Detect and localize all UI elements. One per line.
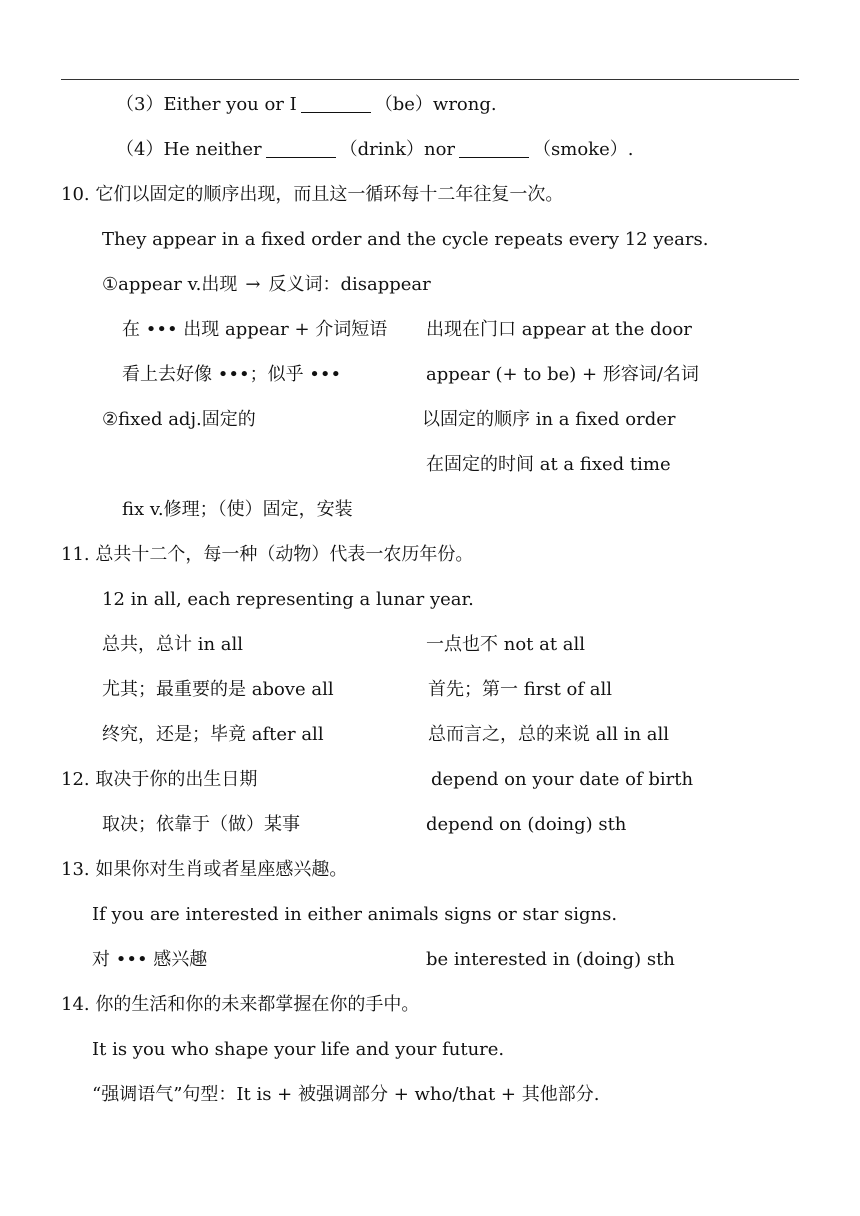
- appear-definition: ①appear v.出现: [102, 274, 238, 295]
- phrase-in-all: 总共，总计 in all: [102, 634, 244, 655]
- item-13-title: 13. 如果你对生肖或者星座感兴趣。: [61, 859, 348, 880]
- fixed-time: 在固定的时间 at a fixed time: [426, 454, 671, 475]
- right-arrow-icon: →: [245, 274, 261, 295]
- appear-at-the-door: 出现在门口 appear at the door: [426, 319, 692, 340]
- item-12-english: depend on your date of birth: [431, 769, 694, 790]
- item-13-english: If you are interested in either animals signs or star signs.: [92, 904, 618, 925]
- item-10-appear-line: [102, 273, 431, 297]
- answer-blank: [459, 139, 529, 158]
- item-12-title: 12. 取决于你的出生日期: [61, 769, 258, 790]
- fixed-definition: ②fixed adj.固定的: [102, 409, 256, 430]
- item-10-title: 10. 它们以固定的顺序出现，而且这一循环每十二年往复一次。: [61, 184, 564, 205]
- depend-english: depend on (doing) sth: [426, 814, 627, 835]
- emphatic-pattern: “强调语气”句型：It is + 被强调部分 + who/that + 其他部分.: [92, 1084, 600, 1105]
- interested-chinese: 对 ••• 感兴趣: [92, 949, 208, 970]
- sentence-3-end: （be）wrong.: [374, 94, 497, 115]
- fix-definition: fix v.修理；（使）固定，安装: [122, 499, 353, 520]
- header-rule: [61, 79, 799, 80]
- sentence-4: [116, 138, 633, 162]
- appear-prep-phrase: 在 ••• 出现 appear + 介词短语: [122, 319, 388, 340]
- answer-blank: [266, 139, 336, 158]
- item-14-title: 14. 你的生活和你的未来都掌握在你的手中。: [61, 994, 420, 1015]
- sentence-4-start: （4）He neither: [116, 139, 262, 160]
- phrase-not-at-all: 一点也不 not at all: [426, 634, 586, 655]
- sentence-4-middle: （drink）nor: [339, 139, 456, 160]
- sentence-4-end: （smoke）.: [533, 139, 634, 160]
- phrase-all-in-all: 总而言之，总的来说 all in all: [428, 724, 670, 745]
- answer-blank: [301, 94, 371, 113]
- sentence-3-start: （3）Either you or I: [116, 94, 297, 115]
- seem-english: appear (+ to be) + 形容词/名词: [426, 364, 699, 385]
- phrase-after-all: 终究，还是；毕竟 after all: [102, 724, 324, 745]
- appear-antonym: 反义词：disappear: [268, 274, 431, 295]
- item-10-english: They appear in a fixed order and the cycle repeats every 12 years.: [102, 229, 709, 250]
- depend-chinese: 取决；依靠于（做）某事: [102, 814, 300, 835]
- item-14-english: It is you who shape your life and your future.: [92, 1039, 505, 1060]
- sentence-3: [116, 93, 497, 117]
- phrase-first-of-all: 首先；第一 first of all: [428, 679, 612, 700]
- item-11-title: 11. 总共十二个，每一种（动物）代表一农历年份。: [61, 544, 474, 565]
- fixed-order: 以固定的顺序 in a fixed order: [422, 409, 676, 430]
- item-11-english: 12 in all, each representing a lunar year.: [102, 589, 474, 610]
- seem-chinese: 看上去好像 •••；似乎 •••: [122, 364, 342, 385]
- interested-english: be interested in (doing) sth: [426, 949, 675, 970]
- phrase-above-all: 尤其；最重要的是 above all: [102, 679, 334, 700]
